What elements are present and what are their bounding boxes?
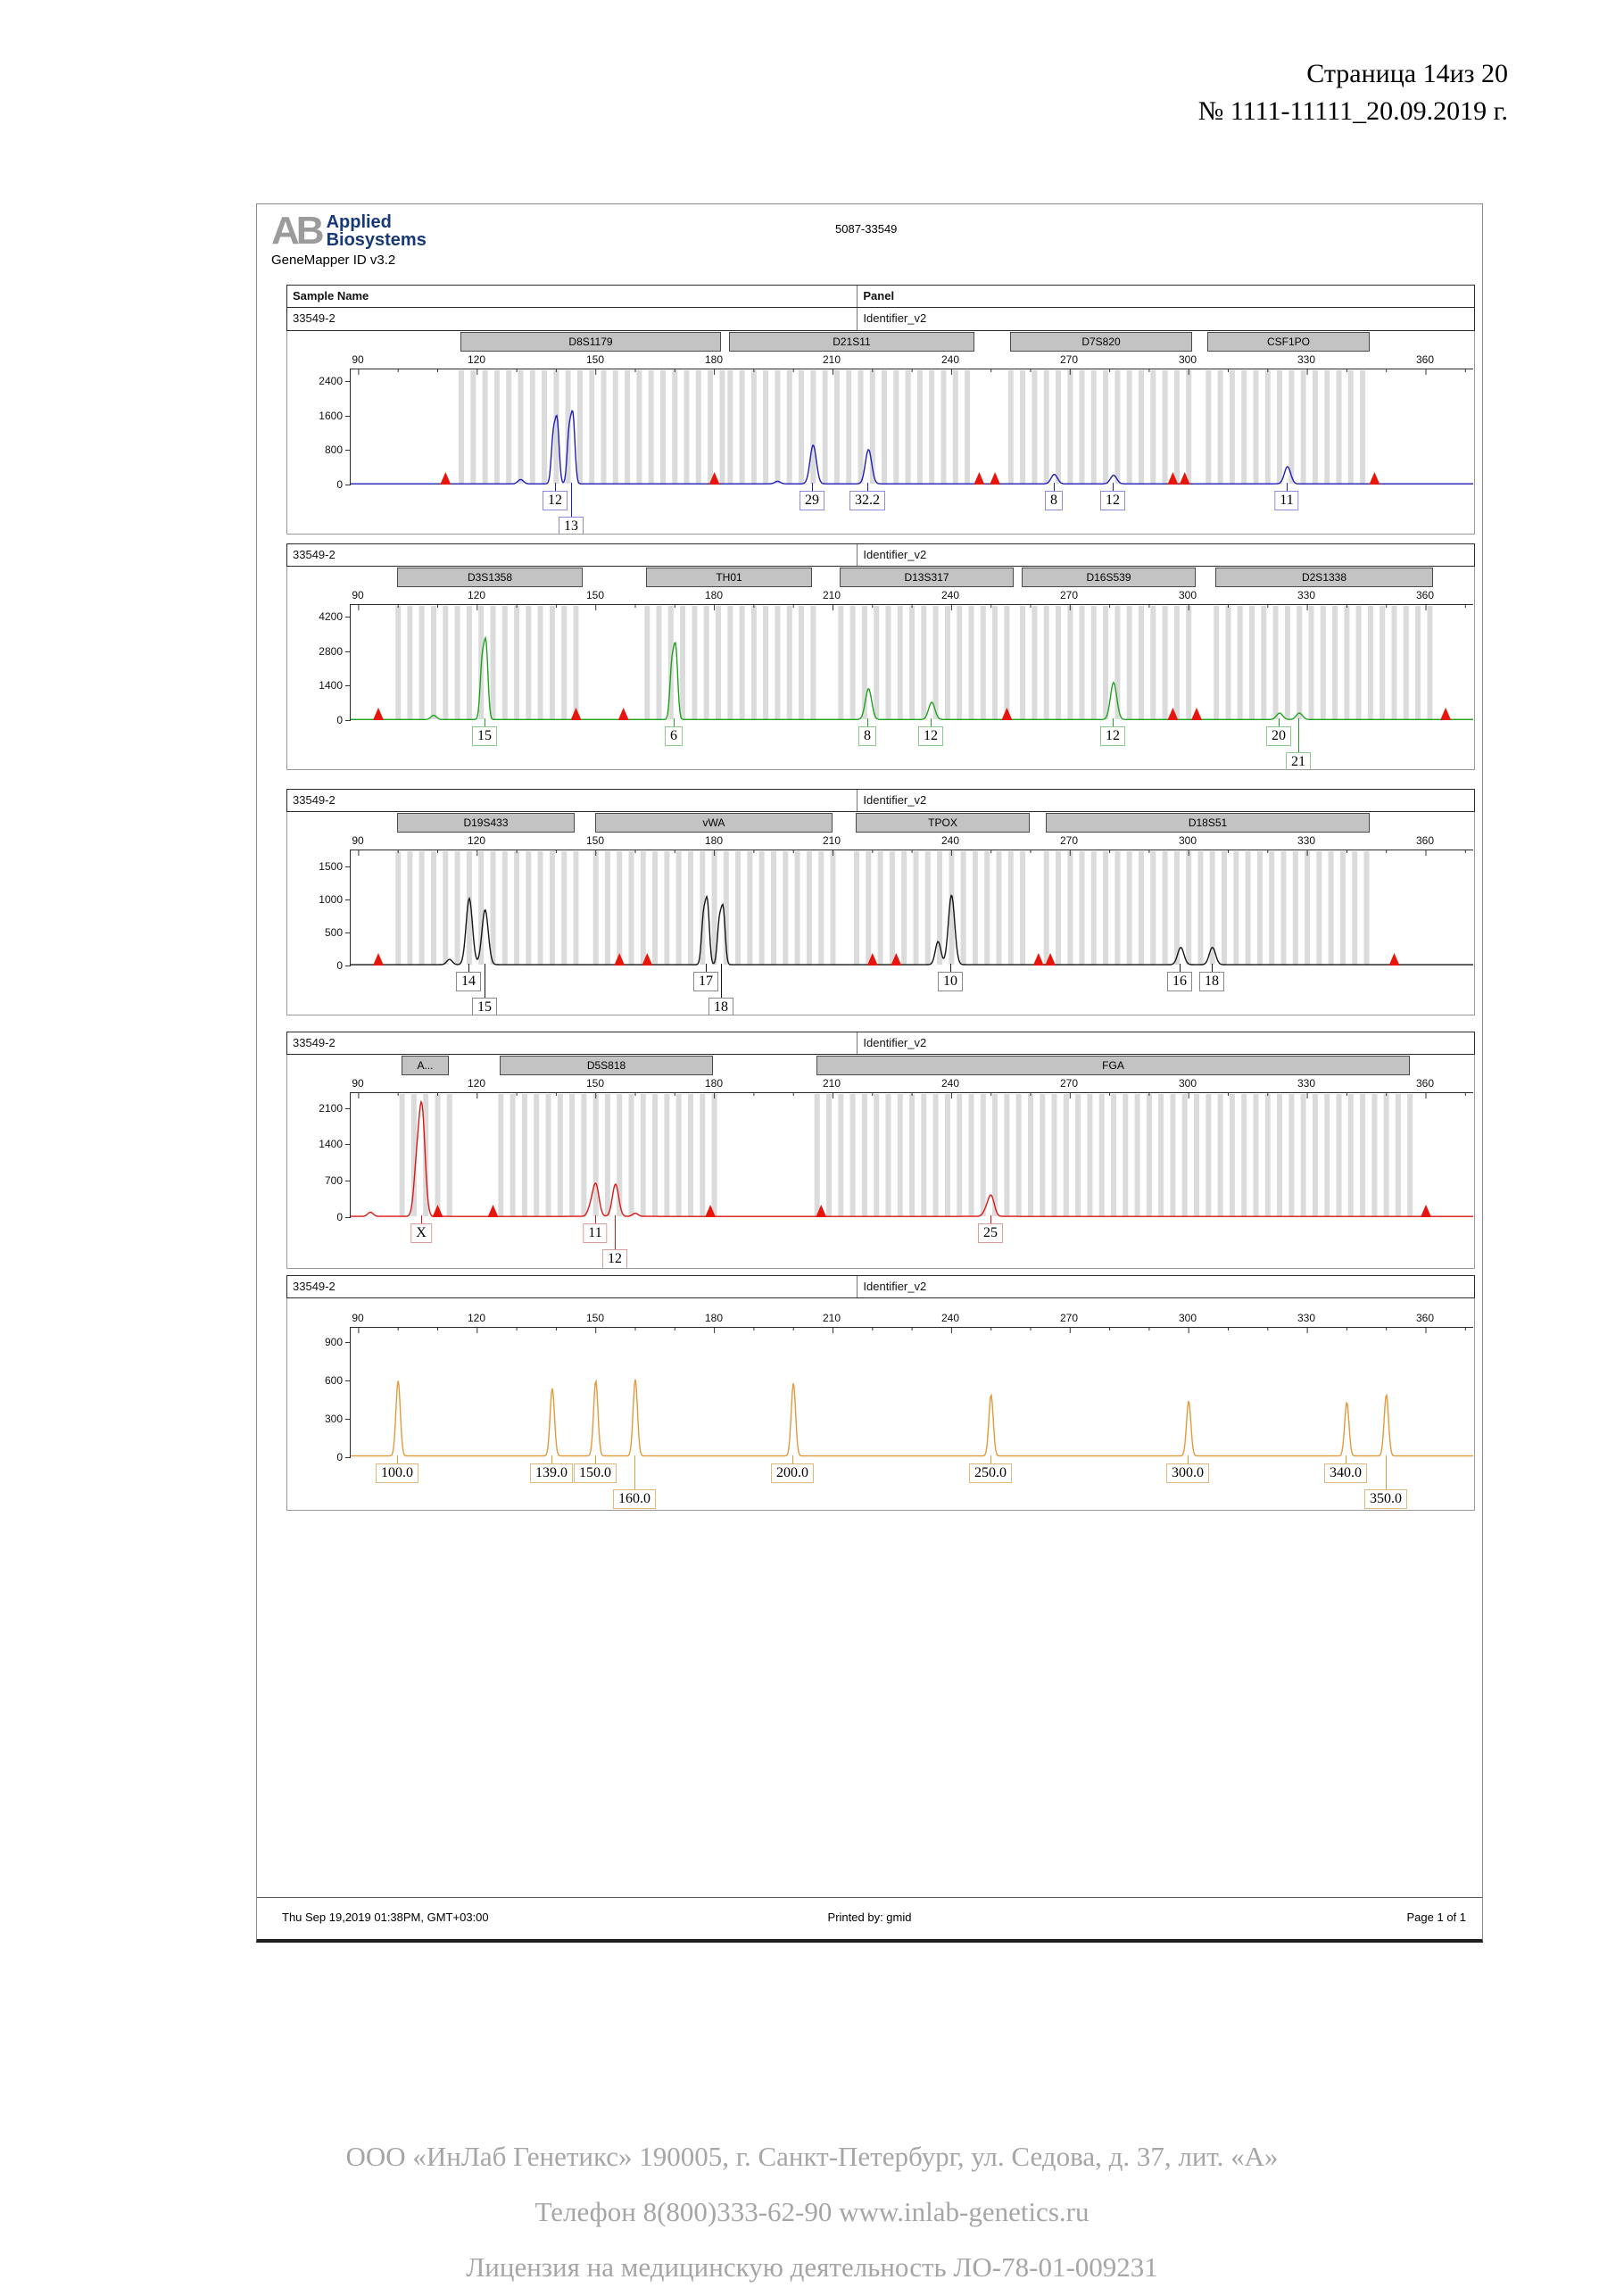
bin-stripes [400,1094,1413,1216]
allele-label: 200.0 [771,1463,814,1483]
leader-line [595,1455,596,1463]
x-axis-label: 330 [1297,1077,1316,1090]
vendor-logo [271,209,427,268]
allele-label: 11 [1274,491,1298,510]
report-frame [256,203,1483,1943]
sample-row [286,543,1475,567]
allele-label: X [410,1223,432,1243]
sample-name-value: 33549-2 [293,311,336,325]
x-axis-label: 90 [352,353,364,366]
y-axis-label: 2100 [319,1102,343,1115]
allele-label: 139.0 [530,1463,573,1483]
leader-line [1188,1455,1189,1463]
x-axis-label: 360 [1415,1312,1435,1324]
marker-box-D21S11: D21S11 [729,332,974,352]
x-axis-label: 210 [822,1077,841,1090]
allele-label: 160.0 [613,1489,656,1509]
x-axis-label: 330 [1297,589,1316,601]
marker-box-D18S51: D18S51 [1046,813,1370,833]
y-axis-label: 2400 [319,375,343,387]
chart-box [286,331,1475,535]
chart-box [286,1298,1475,1511]
chart-box [286,812,1475,1015]
x-axis-label: 180 [704,834,724,847]
leader-line [674,718,675,726]
panel-value: Identifier_v2 [857,1276,1474,1297]
y-axis-label: 2800 [319,645,343,658]
x-axis-label: 180 [704,1312,724,1324]
leader-line [1298,718,1299,752]
x-axis-label: 270 [1059,834,1079,847]
sample-name-value: 33549-2 [293,793,336,807]
marker-box-vWA: vWA [595,813,833,833]
allele-label: 340.0 [1324,1463,1367,1483]
lab-contact-block [0,2129,1624,2295]
footer-timestamp: Thu Sep 19,2019 01:38PM, GMT+03:00 [282,1911,489,1924]
leader-line [1113,483,1114,491]
x-axis-label: 360 [1415,834,1435,847]
x-axis-label: 180 [704,353,724,366]
allele-label: 20 [1266,726,1291,746]
sample-name-value: 33549-2 [293,548,336,561]
allele-label: 25 [978,1223,1003,1243]
x-axis-label: 300 [1178,589,1197,601]
marker-box-FGA: FGA [816,1056,1410,1075]
x-axis-label: 210 [822,834,841,847]
allele-label: 350.0 [1364,1489,1407,1509]
panel-value: Identifier_v2 [857,790,1474,811]
x-axis-label: 300 [1178,1312,1197,1324]
footer-page-count: Page 1 of 1 [1406,1911,1466,1924]
x-axis-label: 120 [467,353,486,366]
marker-box-D16S539: D16S539 [1022,568,1196,587]
y-axis-label: 1600 [319,410,343,422]
leader-line [1180,964,1181,972]
x-axis-label: 300 [1178,353,1197,366]
allele-label: 18 [708,998,733,1015]
marker-box-TPOX: TPOX [856,813,1030,833]
x-axis-ticks [359,850,1465,856]
footer-printed-by: Printed by: gmid [827,1911,912,1924]
leader-line [950,964,951,972]
marker-box-D2S1338: D2S1338 [1215,568,1433,587]
x-axis-label: 300 [1178,834,1197,847]
allele-label: 100.0 [376,1463,418,1483]
panel-value: Identifier_v2 [857,1032,1474,1054]
x-axis-label: 360 [1415,1077,1435,1090]
leader-line [990,1455,991,1463]
x-axis-label: 210 [822,353,841,366]
y-axis-label: 900 [324,1336,343,1348]
allele-label: 29 [800,491,824,510]
x-axis-label: 150 [585,1312,605,1324]
x-axis-label: 240 [940,353,960,366]
x-axis-label: 180 [704,1077,724,1090]
marker-box-D8S1179: D8S1179 [460,332,721,352]
panel-1 [286,285,1475,535]
x-axis-label: 210 [822,1312,841,1324]
chart-box [286,1055,1475,1269]
x-axis-label: 120 [467,834,486,847]
x-axis-label: 150 [585,834,605,847]
plot-area [350,850,1473,966]
allele-label: 6 [665,726,683,746]
leader-line [551,1455,552,1463]
x-axis-label: 150 [585,1077,605,1090]
bin-stripes [395,606,1432,719]
x-axis-label: 90 [352,1077,364,1090]
lab-license: Лицензия на медицинскую деятельность ЛО-78-01-009231 [466,2251,1158,2283]
leader-line [421,1215,422,1223]
leader-line [1279,718,1280,726]
allele-label: 16 [1167,972,1192,991]
doc-id: 5087-33549 [835,222,898,236]
allele-label: 10 [938,972,963,991]
y-axis-label: 800 [324,443,343,456]
leader-line [792,1455,793,1463]
allele-label: 12 [918,726,943,746]
y-axis-label: 1400 [319,679,343,692]
y-axis-label: 0 [336,478,343,491]
panel-value: Identifier_v2 [857,308,1474,330]
x-axis-label: 360 [1415,353,1435,366]
x-axis-label: 90 [352,834,364,847]
allele-label: 250.0 [969,1463,1012,1483]
report-footer [257,1897,1482,1939]
leader-line [571,483,572,517]
leader-line [1386,1455,1387,1489]
marker-box-D19S433: D19S433 [397,813,575,833]
sample-row [286,789,1475,812]
page-number-line: Страница 14из 20 [1306,59,1508,88]
sample-name-header: Sample Name [293,289,369,303]
allele-label: 12 [1100,491,1125,510]
x-axis-label: 330 [1297,1312,1316,1324]
marker-box-A: A... [402,1056,449,1075]
plot-area [350,604,1473,721]
y-axis-label: 0 [336,1211,343,1223]
x-axis-label: 330 [1297,353,1316,366]
leader-line [1054,483,1055,491]
allele-label: 17 [693,972,718,991]
x-axis-label: 330 [1297,834,1316,847]
app-version: GeneMapper ID v3.2 [271,253,396,268]
allele-label: 15 [472,726,497,746]
allele-label: 11 [583,1223,607,1243]
x-axis-label: 240 [940,834,960,847]
bin-stripes [395,851,1369,965]
allele-label: 300.0 [1166,1463,1209,1483]
lab-phone: Телефон 8(800)333-62-90 www.inlab-genetics.ru [534,2196,1090,2227]
sample-name-value: 33549-2 [293,1280,336,1293]
marker-box-D7S820: D7S820 [1010,332,1192,352]
panel-4 [286,1032,1475,1269]
x-axis-label: 270 [1059,1077,1079,1090]
leader-line [1212,964,1213,972]
allele-label: 13 [559,517,584,535]
chart-box [286,567,1475,770]
marker-box-TH01: TH01 [646,568,812,587]
leader-line [867,483,868,491]
marker-box-CSF1PO: CSF1PO [1207,332,1370,352]
leader-line [867,718,868,726]
allele-label: 150.0 [574,1463,617,1483]
leader-line [397,1455,398,1463]
leader-line [634,1455,635,1489]
x-axis-label: 180 [704,589,724,601]
bin-stripes [459,370,1365,484]
x-axis-label: 120 [467,1312,486,1324]
x-axis-ticks [359,1328,1465,1333]
ab-logo-icon: AB [271,209,321,253]
x-axis-ticks [359,369,1465,375]
y-axis-label: 1400 [319,1138,343,1150]
allele-label: 21 [1286,752,1311,770]
column-header-row [286,285,1475,308]
marker-box-D5S818: D5S818 [500,1056,713,1075]
leader-line [468,964,469,972]
panel-3 [286,789,1475,1015]
sample-row [286,1032,1475,1055]
y-axis-label: 4200 [319,610,343,623]
plot-area [350,1327,1473,1458]
leader-line [812,483,813,491]
y-axis-label: 700 [324,1174,343,1187]
document-number-line: № 1111-11111_20.09.2019 г. [1197,96,1508,126]
x-axis-label: 120 [467,1077,486,1090]
panel-header: Panel [857,286,1474,307]
y-axis-label: 0 [336,714,343,726]
x-axis-label: 360 [1415,589,1435,601]
y-axis-label: 1500 [319,860,343,873]
leader-line [931,718,932,726]
leader-line [721,964,722,998]
x-axis-label: 150 [585,589,605,601]
y-axis-label: 0 [336,959,343,972]
page-header [1198,55,1508,130]
y-axis-label: 300 [324,1413,343,1425]
marker-box-D3S1358: D3S1358 [397,568,583,587]
allele-label: 15 [472,998,497,1015]
sample-row [286,1275,1475,1298]
x-axis-label: 270 [1059,353,1079,366]
leader-line [595,1215,596,1223]
lab-address: ООО «ИнЛаб Генетикс» 190005, г. Санкт-Петербург, ул. Седова, д. 37, лит. «А» [345,2141,1279,2172]
allele-label: 12 [1100,726,1125,746]
y-axis-label: 0 [336,1451,343,1463]
panel-2 [286,543,1475,770]
marker-box-D13S317: D13S317 [840,568,1014,587]
y-axis-label: 1000 [319,893,343,906]
x-axis-label: 120 [467,589,486,601]
allele-label: 14 [456,972,481,991]
leader-line [990,1215,991,1223]
leader-line [1287,483,1288,491]
allele-label: 12 [543,491,568,510]
x-axis-label: 90 [352,1312,364,1324]
x-axis-label: 90 [352,589,364,601]
vendor-name: Applied Biosystems [326,212,427,250]
x-axis-label: 210 [822,589,841,601]
x-axis-label: 240 [940,1077,960,1090]
x-axis-label: 240 [940,1312,960,1324]
allele-label: 18 [1199,972,1224,991]
x-axis-label: 150 [585,353,605,366]
allele-label: 12 [602,1249,627,1269]
x-axis-label: 270 [1059,1312,1079,1324]
sample-row [286,308,1475,331]
x-axis-label: 240 [940,589,960,601]
allele-label: 8 [858,726,876,746]
leader-line [615,1215,616,1249]
trace-path [351,1380,1473,1456]
leader-line [555,483,556,491]
leader-line [706,964,707,972]
panel-5 [286,1275,1475,1511]
allele-label: 8 [1045,491,1063,510]
sample-name-value: 33549-2 [293,1036,336,1049]
allele-label: 32.2 [849,491,885,510]
x-axis-label: 300 [1178,1077,1197,1090]
panel-value: Identifier_v2 [857,544,1474,566]
plot-area [350,1092,1473,1218]
y-axis-label: 500 [324,926,343,939]
plot-area [350,369,1473,485]
leader-line [1113,718,1114,726]
y-axis-label: 600 [324,1374,343,1387]
x-axis-label: 270 [1059,589,1079,601]
